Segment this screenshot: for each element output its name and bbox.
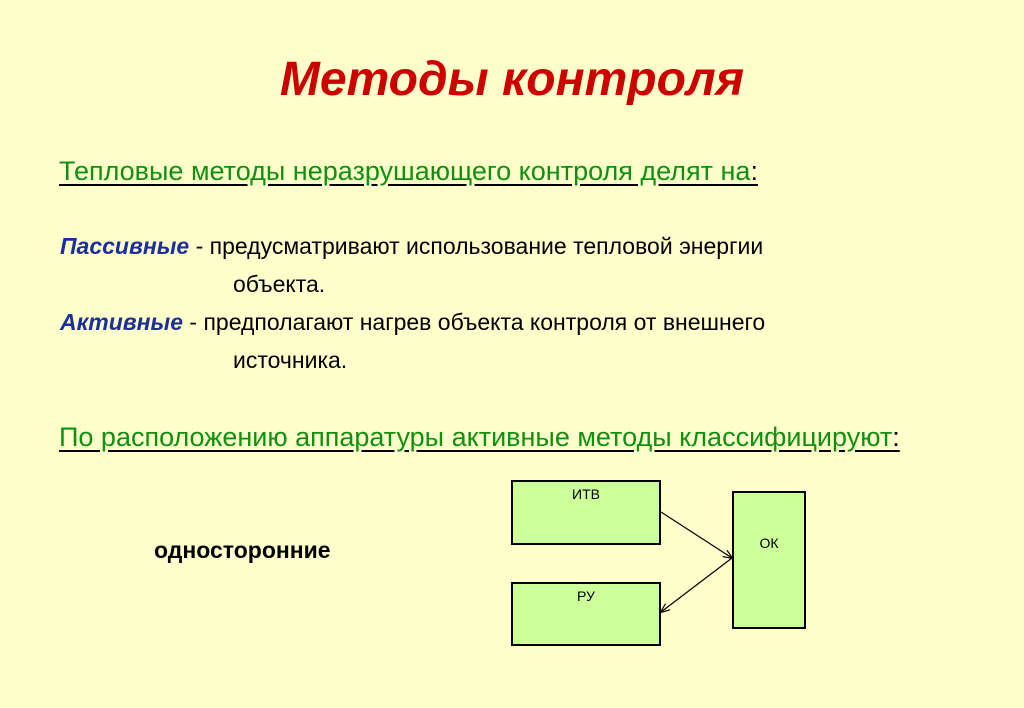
definition-passive-line1: предусматривают использование тепловой энергии <box>209 233 764 259</box>
intro-colon: : <box>750 156 758 186</box>
separator-passive: - <box>189 233 210 259</box>
term-passive: Пассивные <box>60 233 190 259</box>
definition-passive-line2: объекта. <box>233 271 326 297</box>
definition-active-line2: источника. <box>233 347 348 373</box>
separator-active: - <box>183 309 204 335</box>
term-active: Активные <box>60 309 183 335</box>
arrow-ok-to-ru <box>661 558 732 612</box>
intro-text: Тепловые методы неразрушающего контроля делят на <box>59 156 751 186</box>
block-ok-label: ОК <box>759 535 779 551</box>
definition-active-line1: предполагают нагрев объекта контроля от внешнего <box>203 309 766 335</box>
one-sided-label: односторонние <box>154 537 331 563</box>
arrow-itv-to-ok <box>661 512 732 558</box>
block-ru-label: РУ <box>577 588 595 604</box>
classification-text: По расположению аппаратуры активные методы классифицируют <box>59 422 893 452</box>
block-itv-label: ИТВ <box>572 486 600 502</box>
classification-colon: : <box>892 422 900 452</box>
slide-title: Методы контроля <box>279 53 745 106</box>
